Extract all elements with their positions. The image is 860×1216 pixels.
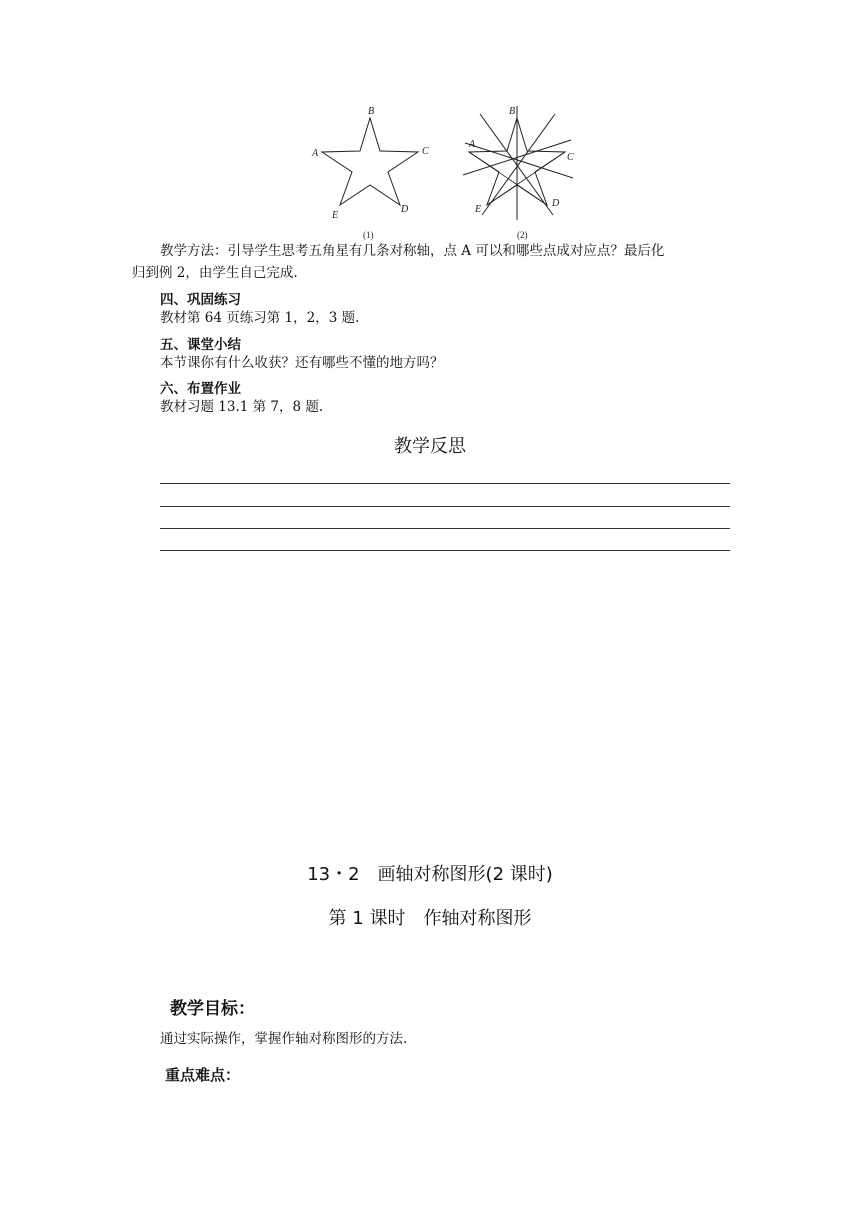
reflection-title: 教学反思 <box>394 436 466 457</box>
goal-text: 通过实际操作，掌握作轴对称图形的方法. <box>160 1031 408 1047</box>
section-6-heading: 六、布置作业 <box>160 381 241 397</box>
section-4-text: 教材第 64 页练习第 1，2，3 题. <box>160 310 360 326</box>
star-2-label-a: A <box>469 139 476 150</box>
method-line-2: 归到例 2，由学生自己完成. <box>132 265 298 281</box>
star-1-label-c: C <box>422 146 429 157</box>
reflection-line-3 <box>160 528 730 529</box>
keypoints-heading: 重点难点： <box>165 1066 241 1084</box>
goal-heading: 教学目标： <box>170 999 255 1019</box>
star-1-label-d: D <box>401 204 409 215</box>
star-1-label-a: A <box>312 148 319 159</box>
star-figures-svg <box>305 100 595 245</box>
star-2-caption: (2) <box>517 230 528 240</box>
star-1-caption: (1) <box>363 230 374 240</box>
section-6-text: 教材习题 13.1 第 7，8 题. <box>160 399 324 415</box>
lesson-subtitle: 第 1 课时 作轴对称图形 <box>328 908 532 929</box>
star-2-label-b: B <box>509 106 516 117</box>
star-1-outline <box>322 118 418 205</box>
star-2-label-e: E <box>475 204 482 215</box>
star-2-label-c: C <box>567 152 574 163</box>
star-figures <box>305 100 595 245</box>
section-5-text: 本节课你有什么收获？还有哪些不懂的地方吗？ <box>160 355 444 371</box>
section-4-heading: 四、巩固练习 <box>160 292 241 308</box>
method-line-1: 教学方法：引导学生思考五角星有几条对称轴，点 A 可以和哪些点成对应点？最后化 <box>160 243 665 259</box>
lesson-title: 13・2 画轴对称图形(2 课时) <box>307 864 553 885</box>
star-2-label-d: D <box>552 198 560 209</box>
reflection-line-4 <box>160 550 730 551</box>
star-1-label-b: B <box>368 106 375 117</box>
reflection-line-1 <box>160 483 730 484</box>
section-5-heading: 五、课堂小结 <box>160 337 241 353</box>
reflection-line-2 <box>160 506 730 507</box>
star-1-label-e: E <box>332 210 339 221</box>
